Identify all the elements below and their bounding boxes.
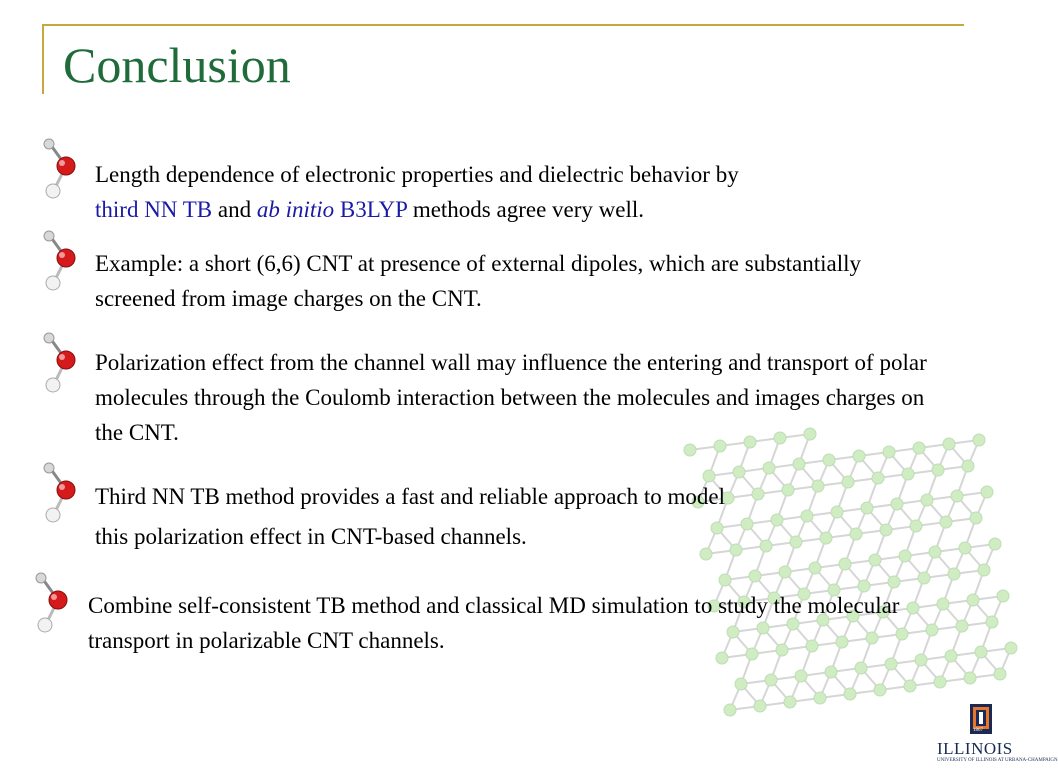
- molecule-bullet-icon: [40, 136, 80, 208]
- nanotube-atom: [934, 676, 946, 688]
- nanotube-atom: [997, 590, 1009, 602]
- nanotube-atom: [823, 454, 835, 466]
- nanotube-atom: [874, 684, 886, 696]
- nanotube-atom: [765, 674, 777, 686]
- logo-subtitle: UNIVERSITY OF ILLINOIS AT URBANA-CHAMPAIGN: [937, 758, 1058, 763]
- bullet-text: and: [217, 197, 252, 222]
- nanotube-atom: [735, 678, 747, 690]
- nanotube-atom: [989, 538, 1001, 550]
- nanotube-atom: [986, 616, 998, 628]
- molecule-bullet-icon: [32, 570, 72, 642]
- nanotube-atom: [793, 458, 805, 470]
- nanotube-atom: [918, 572, 930, 584]
- nanotube-atom: [967, 594, 979, 606]
- bullet-text: methods agree very well.: [412, 197, 645, 222]
- title-frame-left: [42, 24, 44, 94]
- bullet-item: [95, 477, 955, 557]
- nanotube-atom: [844, 688, 856, 700]
- molecule-bullet-icon: [40, 460, 80, 532]
- nanotube-atom: [888, 576, 900, 588]
- bullet-item: [95, 345, 955, 450]
- molecule-bullet-icon: [40, 330, 80, 402]
- nanotube-atom: [945, 650, 957, 662]
- bullet-text: Length dependence of electronic properties and dielectric behavior by: [95, 162, 739, 187]
- nanotube-atom: [932, 464, 944, 476]
- nanotube-atom: [981, 486, 993, 498]
- nanotube-atom: [749, 570, 761, 582]
- nanotube-atom: [964, 672, 976, 684]
- nanotube-atom: [809, 562, 821, 574]
- nanotube-atom: [784, 696, 796, 708]
- nanotube-atom: [1005, 642, 1017, 654]
- title-frame-top: [42, 24, 964, 26]
- bullet-text: Polarization effect from the channel wall may influence the entering and transport of polar molecules through the Coulomb interaction between the molecules and images charges on the CNT.: [95, 350, 927, 445]
- bullet-item: [95, 157, 955, 227]
- nanotube-atom: [948, 568, 960, 580]
- bullet-text: Third NN TB method provides a fast and reliable approach to model: [95, 484, 725, 509]
- molecule-bullet-icon: [40, 228, 80, 300]
- logo-year: 1867: [973, 728, 983, 733]
- nanotube-atom: [763, 462, 775, 474]
- nanotube-atom: [975, 646, 987, 658]
- method-highlight: B3LYP: [339, 197, 408, 222]
- nanotube-atom: [853, 450, 865, 462]
- nanotube-atom: [970, 512, 982, 524]
- nanotube-atom: [885, 658, 897, 670]
- bullet-item: [88, 588, 938, 658]
- nanotube-atom: [855, 662, 867, 674]
- nanotube-atom: [937, 598, 949, 610]
- nanotube-atom: [973, 434, 985, 446]
- nanotube-atom: [719, 574, 731, 586]
- bullet-item: [95, 246, 915, 316]
- nanotube-atom: [814, 692, 826, 704]
- slide-title: Conclusion: [63, 37, 291, 93]
- nanotube-atom: [994, 668, 1006, 680]
- nanotube-atom: [956, 620, 968, 632]
- nanotube-atom: [724, 704, 736, 716]
- nanotube-atom: [978, 564, 990, 576]
- nanotube-atom: [825, 666, 837, 678]
- bullet-text: this polarization effect in CNT-based channels.: [95, 524, 527, 549]
- nanotube-atom: [839, 558, 851, 570]
- nanotube-atom: [962, 460, 974, 472]
- bullet-text: Combine self-consistent TB method and classical MD simulation to study the molecular transport in polarizable CNT channels.: [88, 593, 900, 653]
- nanotube-atom: [754, 700, 766, 712]
- nanotube-atom: [779, 566, 791, 578]
- nanotube-atom: [795, 670, 807, 682]
- logo-wordmark: ILLINOIS: [937, 739, 1013, 758]
- nanotube-atom: [904, 680, 916, 692]
- bullet-text: Example: a short (6,6) CNT at presence of external dipoles, which are substantially screened from image charges on the CNT.: [95, 251, 862, 311]
- method-highlight: third NN TB: [95, 197, 213, 222]
- method-highlight: ab initio: [256, 197, 335, 222]
- nanotube-atom: [959, 542, 971, 554]
